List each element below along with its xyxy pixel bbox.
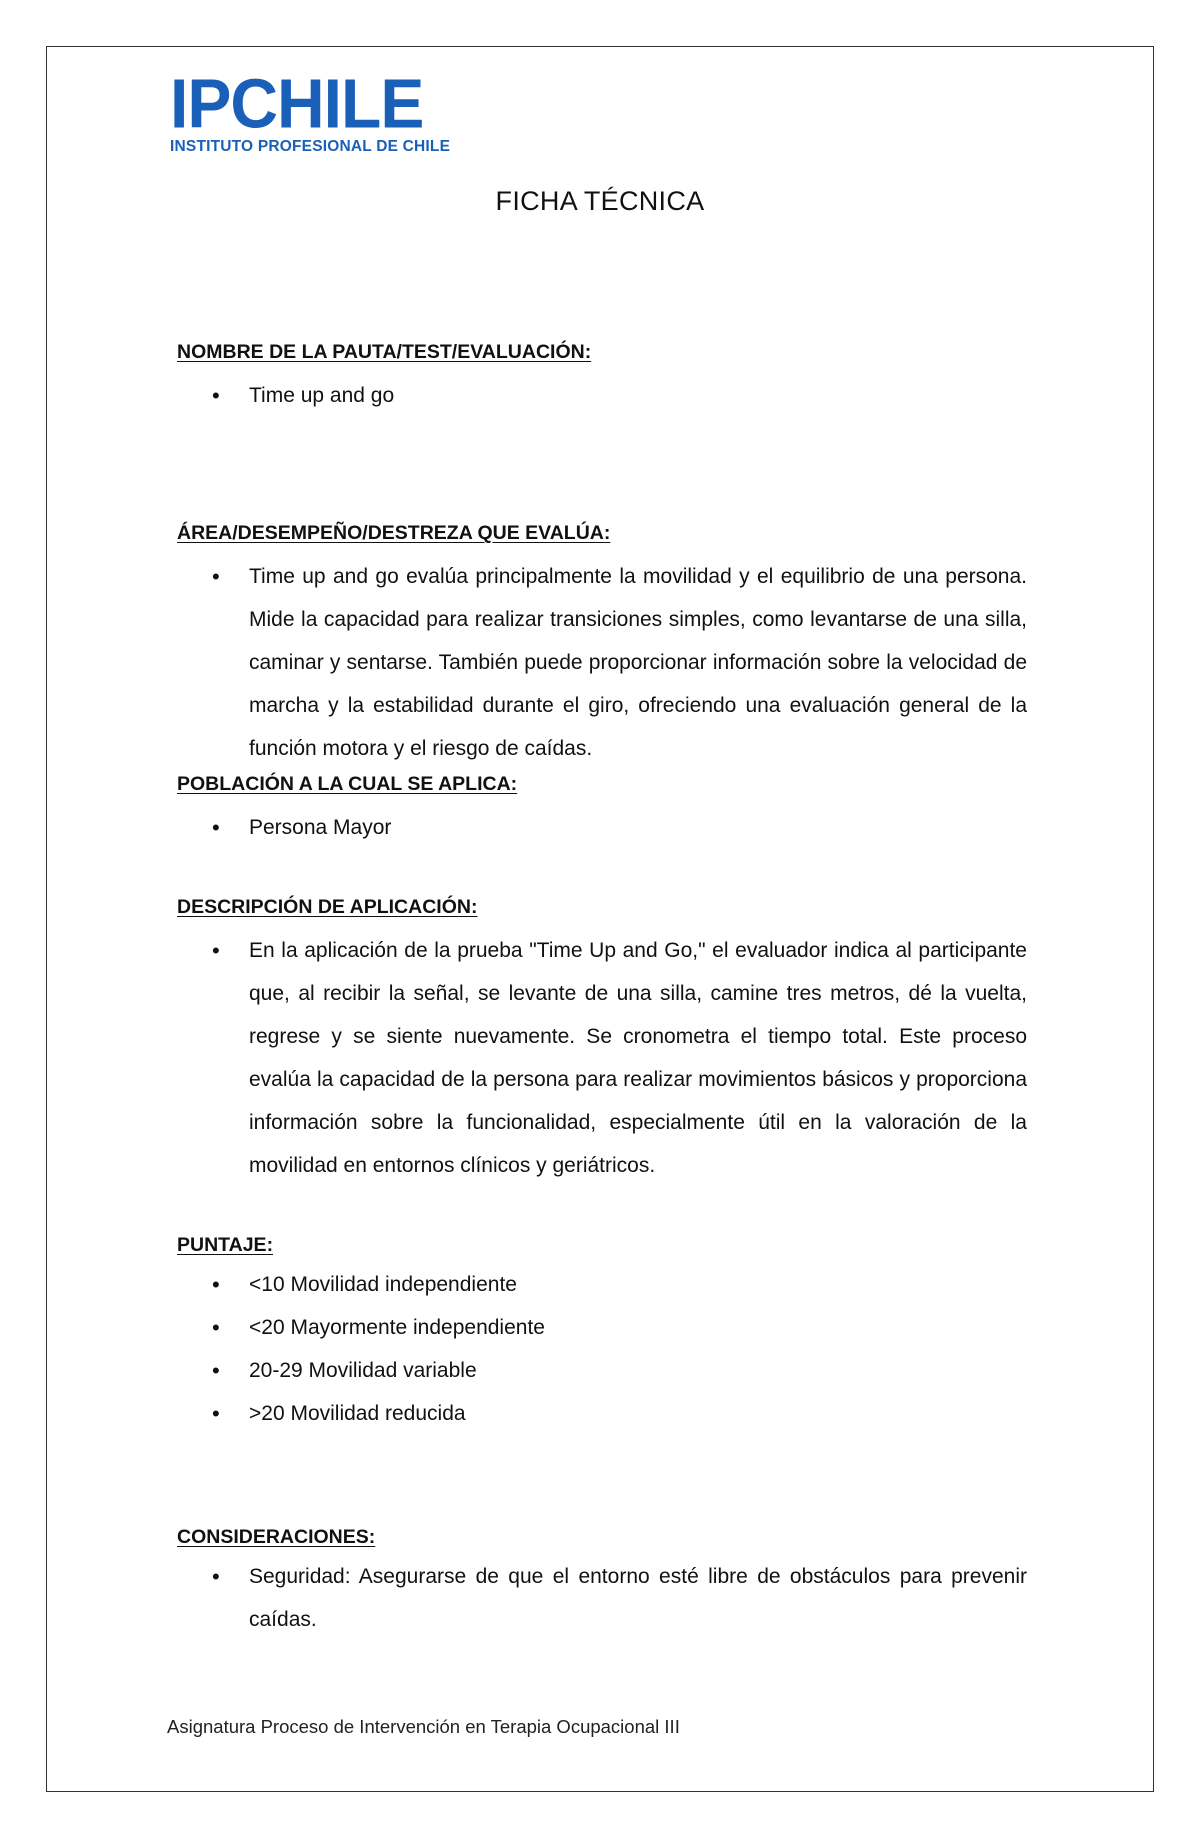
list-item: • Seguridad: Asegurarse de que el entorno esté libre de obstáculos para prevenir caídas. xyxy=(177,1555,1027,1641)
list-item: • En la aplicación de la prueba "Time Up and Go," el evaluador indica al participante que, al recibir la señal, se levante de una silla, camine tres metros, dé la vuelta, regrese y se siente nuevamente. Se cronometra el tiempo total. Este proceso evalúa la capacidad de la persona para realizar movimientos básicos y proporciona información sobre la funcionalidad, especialmente útil en la valoración de la movilidad en entornos clínicos y geriátricos. xyxy=(177,929,1027,1187)
bullet-list xyxy=(177,806,1027,849)
list-item: • Persona Mayor xyxy=(177,806,1027,849)
section-poblacion xyxy=(177,770,1027,849)
bullet-list xyxy=(177,1263,1027,1435)
section-puntaje xyxy=(177,1231,1027,1435)
list-item: • Time up and go xyxy=(177,374,1027,417)
list-item: • <20 Mayormente independiente xyxy=(177,1306,1027,1349)
section-descripcion xyxy=(177,893,1027,1187)
section-heading: CONSIDERACIONES: xyxy=(177,1526,376,1548)
logo-subtitle: INSTITUTO PROFESIONAL DE CHILE xyxy=(170,138,451,155)
section-nombre xyxy=(177,338,1027,417)
section-heading: NOMBRE DE LA PAUTA/TEST/EVALUACIÓN: xyxy=(177,341,592,363)
list-item: • >20 Movilidad reducida xyxy=(177,1392,1027,1435)
section-heading: ÁREA/DESEMPEÑO/DESTREZA QUE EVALÚA: xyxy=(177,522,611,544)
bullet-list xyxy=(177,555,1027,770)
bullet-list xyxy=(177,929,1027,1187)
bullet-list xyxy=(177,1555,1027,1641)
page-footer: Asignatura Proceso de Intervención en Terapia Ocupacional III xyxy=(167,1716,680,1737)
list-item: • Time up and go evalúa principalmente la movilidad y el equilibrio de una persona. Mide la capacidad para realizar transiciones simples, como levantarse de una silla, caminar y sentarse. También puede proporcionar información sobre la velocidad de marcha y la estabilidad durante el giro, ofreciendo una evaluación general de la función motora y el riesgo de caídas. xyxy=(177,555,1027,770)
ipchile-logo xyxy=(170,64,451,156)
logo-wordmark: IPCHILE xyxy=(170,64,424,143)
section-heading: DESCRIPCIÓN DE APLICACIÓN: xyxy=(177,896,478,918)
list-item: • <10 Movilidad independiente xyxy=(177,1263,1027,1306)
document-body xyxy=(177,338,1027,1641)
section-area xyxy=(177,519,1027,770)
section-heading: POBLACIÓN A LA CUAL SE APLICA: xyxy=(177,773,518,795)
bullet-list xyxy=(177,374,1027,417)
section-heading: PUNTAJE: xyxy=(177,1234,274,1256)
list-item: • 20-29 Movilidad variable xyxy=(177,1349,1027,1392)
document-title: FICHA TÉCNICA xyxy=(495,186,705,216)
section-consideraciones xyxy=(177,1523,1027,1641)
